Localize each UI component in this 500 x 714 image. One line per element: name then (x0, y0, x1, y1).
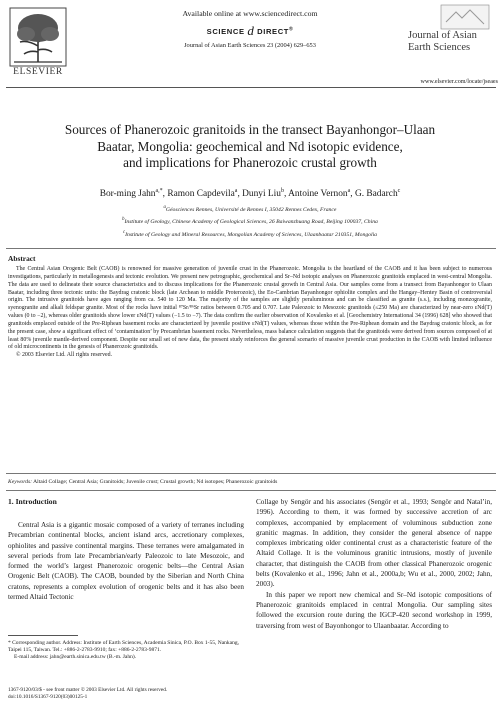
affiliation: $^b$Institute of Geology, Chinese Academy of Geological Sciences, 26 Baiwanzhuang Road, Beijing 100037, China (122, 217, 378, 226)
corresponding-author-footnote: * Corresponding author. Address: Institute of Earth Sciences, Academia Sinica, P.O. Box 1-55, Nankang, Taipei 115, Taiwan. Tel.: +886-2-2783-9910; fax: +886-2-2783-9871. E-mail address: jahn@earth.sinica.edu.tw (B.-m. Jahn). (8, 640, 244, 662)
keywords: Keywords: Altaid Collage; Central Asia; Granitoids; Juvenile crust; Crustal growth; Nd isotopes; Phanerozoic granitoids (8, 479, 278, 485)
online-availability: Available online at www.sciencedirect.com (182, 9, 318, 18)
affiliation: $^c$Institute of Geology and Mineral Resources, Mongolian Academy of Sciences, Ulaanbaatar 210351, Mongolia (122, 229, 378, 238)
footnote-divider (8, 635, 78, 636)
author[interactable]: Dunyi Liu$^b$ (242, 188, 284, 200)
publisher-name: ELSEVIER (13, 67, 63, 77)
right-column (256, 497, 492, 631)
body-paragraph: Central Asia is a gigantic mosaic composed of a variety of terranes including Precambrian continental blocks, ancient island arcs, accretionary complexes, ophiolites and passive continental margins. These terranes were amalgamated in several periods from late Precambrian/early Paleozoic to late Mesozoic, and formed the world’s largest Phanerozoic orogenic belts—the Central Asian Orogenic Belt (CAOB). The CAOB, bounded by the Siberian and North China cratons, represents a complex evolution of orogenic belts and it has also been termed Altaid Tectonic (8, 521, 244, 602)
affiliation: $^a$Géosciences Rennes, Université de Rennes I, 35042 Rennes Cedex, France (163, 205, 337, 213)
abstract-divider (6, 473, 496, 474)
keywords-divider (6, 490, 496, 491)
body-paragraph: Collage by Sengör and his associates (Sengör et al., 1993; Sengör and Natal’in, 1996). According to them, it was formed by successive accretion of arc complexes, accompanied by emplacement of voluminous subduction zone granitic magmas. In addition, they consider the general absence of nappe complexes imbricating older continental crust as a characteristic feature of the Altaid Collage. It is the voluminous granitic intrusions, mostly of juvenile character, that distinguish the CAOB from other classical Phanerozoic orogenic belts (Kovalenko et al., 1996; Jahn et al., 2000a,b; Wu et al., 2000, 2002; Jahn, 2003). (256, 498, 492, 589)
left-column (8, 497, 244, 602)
author[interactable]: G. Badarch$^c$ (354, 188, 401, 200)
sciencedirect-logo: SCIENCE d DIRECT® (206, 23, 294, 38)
journal-citation: Journal of Asian Earth Sciences 23 (2004) 629–653 (184, 42, 316, 49)
affiliations (10, 203, 490, 240)
header-divider (6, 87, 496, 88)
title-divider (6, 248, 496, 249)
section-heading: 1. Introduction (8, 497, 57, 506)
issn-doi: 1367-9120/03/$ - see front matter © 2003 Elsevier Ltd. All rights reserved. doi:10.1016/S1367-9120(03)00125-1 (8, 687, 244, 701)
abstract-copyright: © 2003 Elsevier Ltd. All rights reserved. (16, 352, 113, 359)
doi-link[interactable]: doi:10.1016/S1367-9120(03)00125-1 (8, 694, 88, 700)
author-list: Bor-ming Jahn$^{a,*}$, Ramon Capdevila$^a$, Dunyi Liu$^b$, Antoine Vernon$^a$, G. Badarch$^c$ (99, 188, 401, 200)
author-email[interactable]: E-mail address: jahn@earth.sinica.edu.tw (B.-m. Jahn). (14, 654, 137, 661)
journal-url-link[interactable]: www.elsevier.com/locate/jseaes (420, 79, 498, 85)
abstract-text: The Central Asian Orogenic Belt (CAOB) is renowned for massive generation of juvenile crust in the Phanerozoic. Mongolia is the heartland of the CAOB and it has been subject to numerous investigations, particularly in metallogenesis and tectonic evolution. We present new petrographic, geochemical and Sr–Nd isotopic analyses on Phanerozoic granitoids emplaced in west-central Mongolia. The data are used to delineate their source characteristics and to discuss implications for the Phanerozoic crustal growth in Central Asia. Our samples come from a transect from Bayanhongor to Ulaan Baatar, including three tectonic units: the Baydrag cratonic block (late Archean to middle Proterozoic), the Eo-Cambrian Bayanhongor ophiolite complex and the Hangay–Hentey Basin of controversial origin. The intrusive granitoids have ages ranging from ca. 540 to 120 Ma. The majority of the samples are slightly peraluminous and can be classified as granite (s.s.), including monzogranite, syenogranite and alkali feldspar granite. Most of the rocks have initial ⁸⁷Sr/⁸⁶Sr ratios between 0.705 and 0.707. Late Paleozoic to Mesozoic granitoids (≤250 Ma) are characterized by near-zero εNd(T) values (0 to −2), whereas older granitoids show lower εNd(T) values (−1.5 to −7). The data confirm the earlier observation of Kovalenko et al. [Geochemistry International 34 (1996) 628] who showed that granitoids emplaced outside of the Pre-Riphean basement rocks are characterized by juvenile positive εNd(T) values, whereas those within the Pre-Riphean domain and the Baydrag cratonic block, as for the present case, show a significant effect of ‘contamination’ by Precambrian basement rocks. Nevertheless, mass balance calculation suggests that the granitoids were derived from sources composed of at least 80% juvenile mantle-derived component. Despite our small set of new data, the present study reinforces the general scenario of massive juvenile crust production in the CAOB with limited influence of old microcontinents in the genesis of Phanerozoic granitoids. © 2003 Elsevier Ltd. All rights reserved. (8, 266, 492, 359)
elsevier-tree-logo (8, 6, 68, 68)
journal-cover-thumbnail (440, 4, 490, 30)
abstract-heading: Abstract (8, 254, 36, 263)
author[interactable]: Bor-ming Jahn$^{a,*}$ (99, 188, 163, 200)
article-title: Sources of Phanerozoic granitoids in the transect Bayanhongor–Ulaan Baatar, Mongolia: geochemical and Nd isotopic evidence, and implications for Phanerozoic crustal growth (64, 122, 436, 170)
body-paragraph: In this paper we report new chemical and Sr–Nd isotopic compositions of Phanerozoic granitoids emplaced in central Mongolia. Our sampling sites followed the excursion route during the IGCP-420 second workshop in 1999, traversing from west of Bayonhongor to Ulaanbaatar. According to (256, 590, 492, 630)
author[interactable]: Antoine Vernon$^a$ (288, 188, 351, 200)
journal-name: Journal of Asian Earth Sciences (408, 30, 477, 53)
author[interactable]: Ramon Capdevila$^a$ (167, 188, 238, 200)
